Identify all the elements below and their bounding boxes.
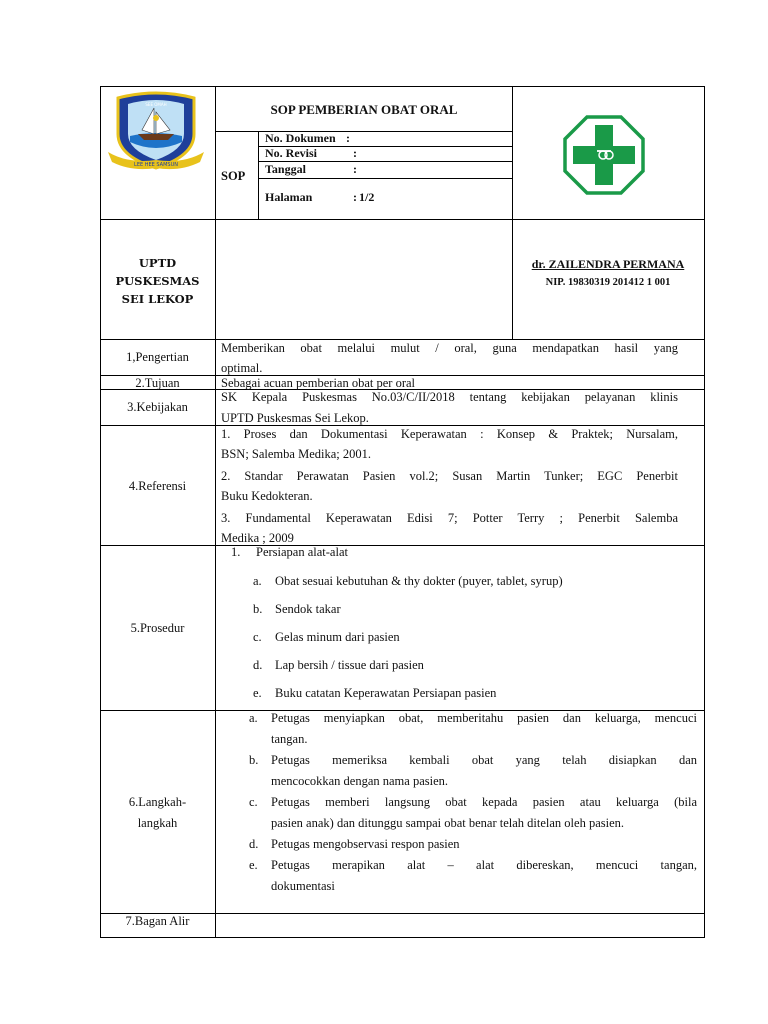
row-label-tujuan: 2.Tujuan (135, 376, 180, 390)
row-label-bagan: 7.Bagan Alir (125, 914, 190, 928)
meta-label: Halaman (265, 190, 313, 204)
referensi-line: 2. Standar Perawatan Pasien vol.2; Susan Martin Tunker; EGC Penerbit (221, 469, 678, 483)
referensi-line: 3. Fundamental Keperawatan Edisi 7; Potter Terry ; Penerbit Salemba (221, 511, 678, 525)
prosedur-item-marker: d. (253, 658, 263, 672)
langkah-line: mencocokkan dengan nama pasien. (271, 774, 449, 788)
langkah-line: Petugas memberi langsung obat kepada pasien atau keluarga (bila (271, 795, 697, 809)
referensi-line: Buku Kedokteran. (221, 489, 313, 503)
tujuan-text: Sebagai acuan pemberian obat per oral (221, 376, 416, 390)
prosedur-heading: Persiapan alat-alat (256, 545, 348, 559)
kebijakan-line: UPTD Puskesmas Sei Lekop. (221, 411, 369, 425)
meta-no-dokumen (265, 131, 350, 146)
prosedur-item-marker: b. (253, 602, 263, 616)
meta-sep: : (353, 162, 357, 176)
langkah-marker: a. (249, 711, 258, 725)
prosedur-item-marker: c. (253, 630, 262, 644)
referensi-line: Medika ; 2009 (221, 531, 294, 545)
org-line: PUSKESMAS (115, 274, 200, 288)
row-label-kebijakan: 3.Kebijakan (127, 400, 188, 414)
pengertian-line: optimal. (221, 361, 263, 375)
meta-halaman (265, 190, 375, 205)
langkah-label-line: 6.Langkah- (128, 795, 187, 809)
langkah-label-line: langkah (137, 816, 178, 830)
row-label-prosedur: 5.Prosedur (130, 621, 185, 635)
langkah-line: Petugas menyiapkan obat, memberitahu pasien dan keluarga, mencuci (271, 711, 697, 725)
meta-value: 1/2 (359, 190, 375, 204)
meta-sep: : (346, 131, 350, 145)
row-label-langkah (100, 792, 215, 834)
kebijakan-line: SK Kepala Puskesmas No.03/C/II/2018 tentang kebijakan pelayanan klinis (221, 390, 678, 404)
prosedur-item-marker: e. (253, 686, 262, 700)
langkah-marker: d. (249, 837, 259, 851)
referensi-line: 1. Proses dan Dokumentasi Keperawatan : Konsep & Praktek; Nursalam, (221, 427, 678, 441)
document-title: SOP PEMBERIAN OBAT ORAL (270, 102, 458, 117)
meta-sep: : (353, 190, 357, 204)
langkah-marker: c. (249, 795, 258, 809)
meta-sep: : (353, 146, 357, 160)
prosedur-item-marker: a. (253, 574, 262, 588)
puskesmas-logo (563, 115, 645, 195)
referensi-line: BSN; Salemba Medika; 2001. (221, 447, 371, 461)
langkah-line: tangan. (271, 732, 308, 746)
pengertian-line: Memberikan obat melalui mulut / oral, guna mendapatkan hasil yang (221, 341, 678, 355)
langkah-line: pasien anak) dan ditunggu sampai obat benar telah ditelan oleh pasien. (271, 816, 625, 830)
prosedur-item: Lap bersih / tissue dari pasien (275, 658, 424, 672)
org-line: UPTD (138, 256, 177, 270)
signatory-nip: NIP. 19830319 201412 1 001 (545, 277, 671, 288)
meta-no-revisi (265, 146, 357, 161)
signatory-name: dr. ZAILENDRA PERMANA (531, 257, 685, 271)
langkah-line: Petugas memeriksa kembali obat yang telah disiapkan dan (271, 753, 697, 767)
row-label-pengertian: 1,Pengertian (126, 350, 189, 364)
org-name (100, 254, 215, 308)
prosedur-item: Gelas minum dari pasien (275, 630, 400, 644)
prosedur-item: Buku catatan Keperawatan Persiapan pasien (275, 686, 497, 700)
langkah-line: dokumentasi (271, 879, 335, 893)
langkah-marker: e. (249, 858, 258, 872)
logo-top-text: SEE OMAH (145, 102, 167, 107)
meta-tanggal (265, 162, 357, 177)
sop-label: SOP (221, 169, 246, 183)
org-line: SEI LEKOP (121, 292, 194, 306)
meta-label: No. Revisi (265, 146, 317, 160)
prosedur-item: Obat sesuai kebutuhan & thy dokter (puyer, tablet, syrup) (275, 574, 563, 588)
langkah-line: Petugas merapikan alat – alat dibereskan, mencuci tangan, (271, 858, 697, 872)
logo-bottom-text: LEE HEE SAMSUN (134, 162, 178, 168)
meta-label: No. Dokumen (265, 131, 336, 145)
row-label-referensi: 4.Referensi (128, 479, 187, 493)
prosedur-heading-marker: 1. (231, 545, 241, 559)
langkah-marker: b. (249, 753, 259, 767)
regency-logo (108, 90, 204, 172)
langkah-line: Petugas mengobservasi respon pasien (271, 837, 460, 851)
prosedur-item: Sendok takar (275, 602, 341, 616)
meta-label: Tanggal (265, 162, 306, 176)
